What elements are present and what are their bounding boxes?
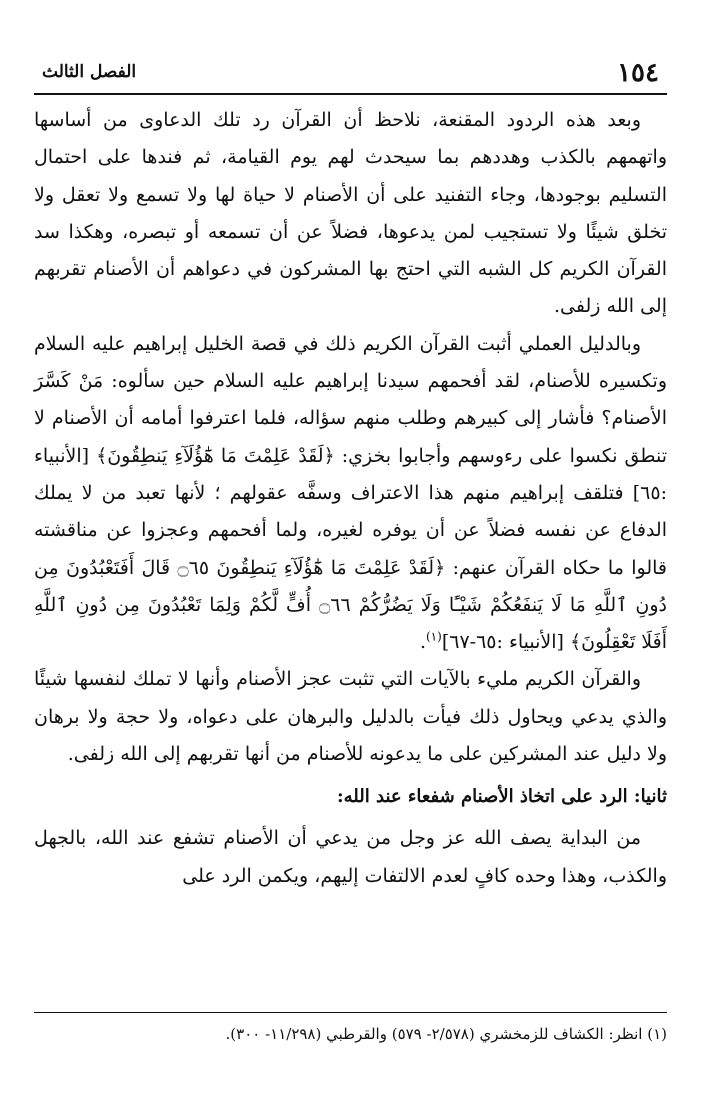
- verse-reference-2: [الأنبياء :٦٥-٦٧]: [441, 631, 564, 654]
- header-divider: [34, 93, 667, 95]
- chapter-title: الفصل الثالث: [42, 62, 137, 82]
- quran-verse-1: ﴿لَقَدْ عَلِمْتَ مَا هَٰٓؤُلَآءِ يَنطِقُونَ﴾: [96, 444, 335, 467]
- paragraph-2-text-b: فتلقف إبراهيم منهم هذا الاعتراف وسفَّه عقولهم ؛ لأنها تعبد من لا يملك الدفاع عن نفسه فضلاً عن أن يوفره لغيره، ولما أفحمهم وعجزوا عن مناقشته قالوا ما حكاه القرآن عنهم:: [34, 481, 668, 579]
- paragraph-4: من البداية يصف الله عز وجل من يدعي أن الأصنام تشفع عند الله، بالجهل والكذب، وهذا وحده كافٍ لعدم الالتفات إليهم، ويكمن الرد على: [34, 827, 667, 887]
- paragraph-1: وبعد هذه الردود المقنعة، نلاحظ أن القرآن رد تلك الدعاوى من أساسها واتهمهم بالكذب وهددهم بما سيحدث لهم يوم القيامة، ثم فندها على احتمال التسليم بوجودها، وجاء التفنيد على أن الأصنام لا حياة لها ولا تسمع ولا تعقل ولا تخلق شيئًا ولا تستجيب لمن يدعوها، فضلاً عن أن تسمعه أو تبصره، وهكذا سد القرآن الكريم كل الشبه التي احتج بها المشركون في دعواهم أن الأصنام تقربهم إلى الله زلفى.: [34, 109, 667, 318]
- paragraph-3: والقرآن الكريم مليء بالآيات التي تثبت عجز الأصنام وأنها لا تملك لنفسها شيئًا والذي يدعي ويحاول ذلك فيأت بالدليل والبرهان على دعواه، ولا حجة ولا برهان ولا دليل عند المشركين على ما يدعونه للأصنام من أنها تقربهم إلى الله زلفى.: [34, 668, 667, 766]
- footnote: (١) انظر: الكشاف للزمخشري (٢/٥٧٨- ٥٧٩) والقرطبي (١١/٢٩٨- ٣٠٠).: [225, 1025, 667, 1043]
- page-number: ١٥٤: [617, 58, 659, 88]
- page-body: [34, 102, 667, 895]
- footnote-divider: [34, 1012, 667, 1013]
- quran-verse-2: ﴿لَقَدْ عَلِمْتَ مَا هَٰٓؤُلَآءِ يَنطِقُونَ ۝٦٥ قَالَ أَفَتَعْبُدُونَ مِن دُونِ ٱللَّهِ مَا لَا يَنفَعُكُمْ شَيْـًٔا وَلَا يَضُرُّكُمْ ۝٦٦ أُفٍّ لَّكُمْ وَلِمَا تَعْبُدُونَ مِن دُونِ ٱللَّهِ أَفَلَا تَعْقِلُونَ﴾: [34, 556, 667, 654]
- verse-reference-1: [الأنبياء :٦٥]: [34, 444, 667, 504]
- footnote-reference: (١): [425, 629, 442, 644]
- paragraph-2: وبالدليل العملي أثبت القرآن الكريم ذلك في قصة الخليل إبراهيم عليه السلام وتكسيره للأصنام، لقد أفحمهم سيدنا إبراهيم عليه السلام حين سألوه: مَنْ كَسَّرَ الأصنام؟ فأشار إلى كبيرهم وطلب منهم سؤاله، فلما اعترفوا أمامه أن الأصنام لا تنطق نكسوا على رءوسهم وأجابوا بخزي: ﴿لَقَدْ عَلِمْتَ مَا هَٰٓؤُلَآءِ يَنطِقُونَ﴾ [الأنبياء :٦٥] فتلقف إبراهيم منهم هذا الاعتراف وسفَّه عقولهم ؛ لأنها تعبد من لا يملك الدفاع عن نفسه فضلاً عن أن يوفره لغيره، ولما أفحمهم وعجزوا عن مناقشته قالوا ما حكاه القرآن عنهم: ﴿لَقَدْ عَلِمْتَ مَا هَٰٓؤُلَآءِ يَنطِقُونَ ۝٦٥ قَالَ أَفَتَعْبُدُونَ مِن دُونِ ٱللَّهِ مَا لَا يَنفَعُكُمْ شَيْـًٔا وَلَا يَضُرُّكُمْ ۝٦٦ أُفٍّ لَّكُمْ وَلِمَا تَعْبُدُونَ مِن دُونِ ٱللَّهِ أَفَلَا تَعْقِلُونَ﴾ [الأنبياء :٦٥-٦٧]$^{(١)}$.: [34, 332, 668, 654]
- page-header: [34, 56, 667, 90]
- section-heading: ثانيا: الرد على اتخاذ الأصنام شفعاء عند الله:: [337, 786, 667, 808]
- paragraph-2-text-a: وبالدليل العملي أثبت القرآن الكريم ذلك في قصة الخليل إبراهيم عليه السلام وتكسيره للأصنام، لقد أفحمهم سيدنا إبراهيم عليه السلام حين سألوه: مَنْ كَسَّرَ الأصنام؟ فأشار إلى كبيرهم وطلب منهم سؤاله، فلما اعترفوا أمامه أن الأصنام لا تنطق نكسوا على رءوسهم وأجابوا بخزي:: [34, 332, 667, 467]
